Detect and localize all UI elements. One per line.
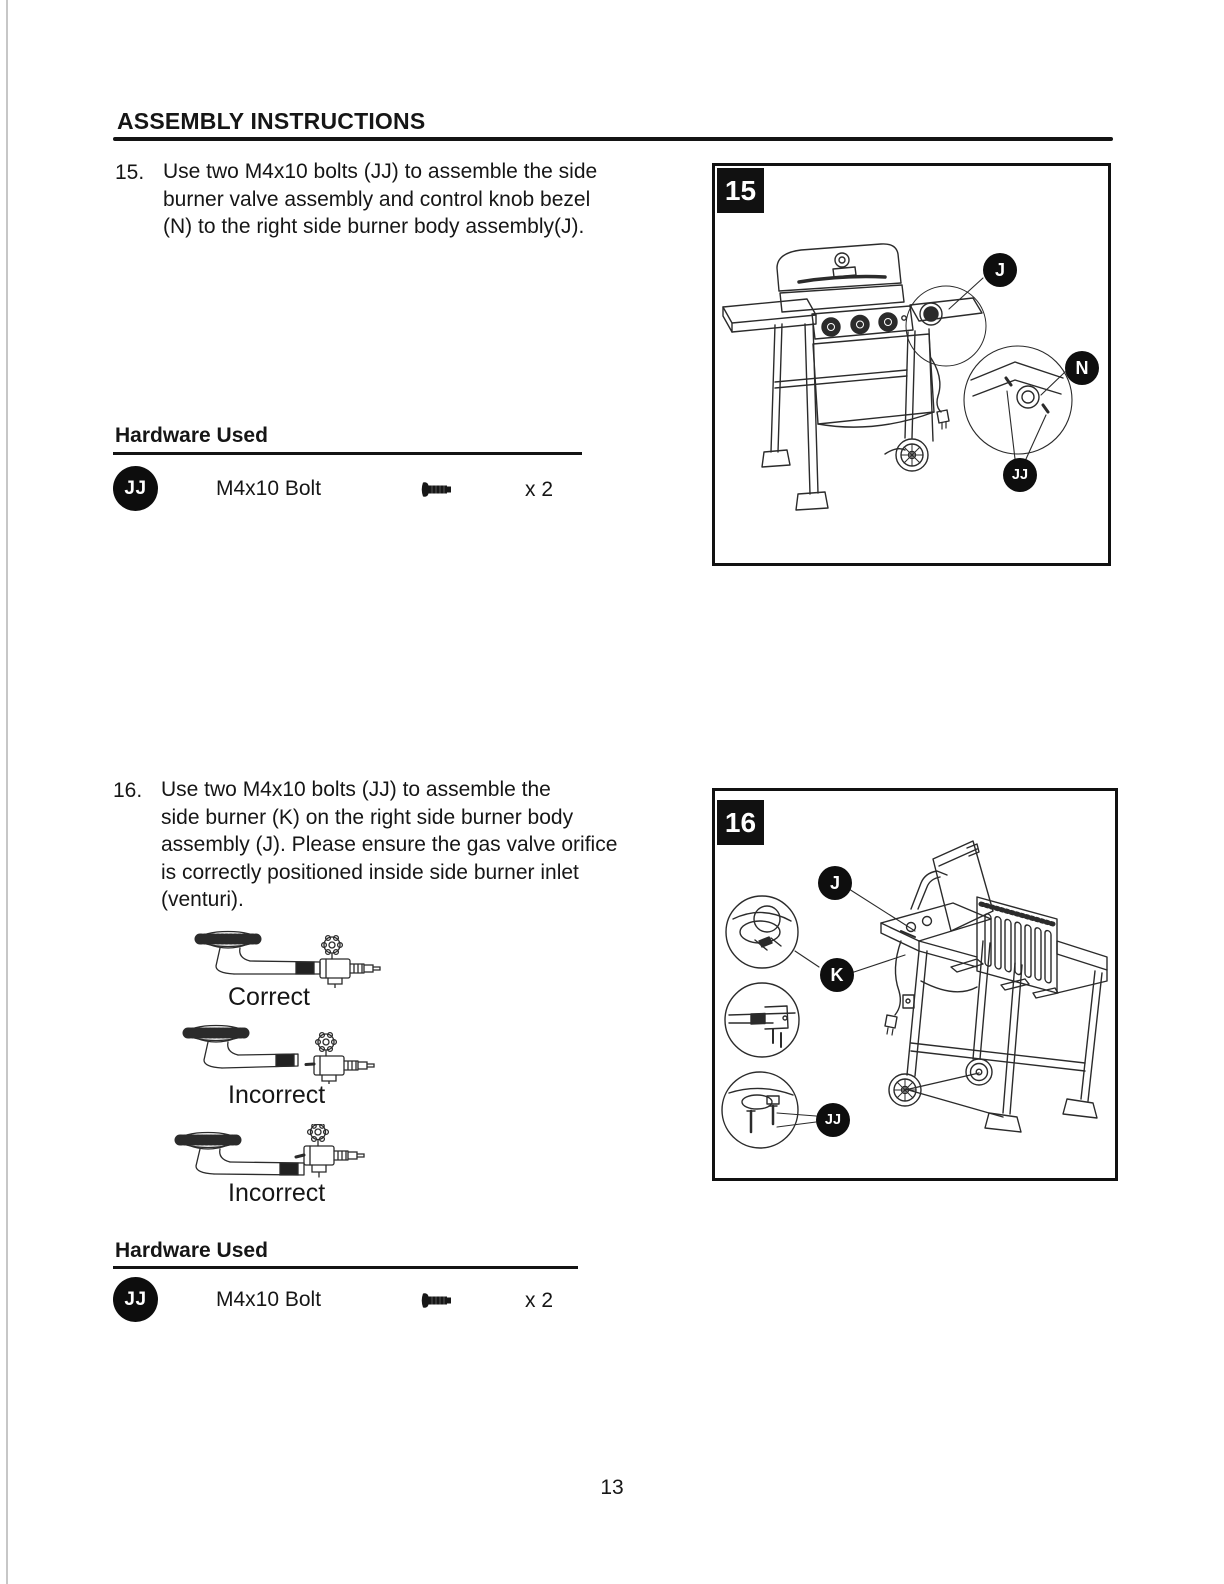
burner-diagram-correct — [192, 928, 382, 988]
hardware-rule-1 — [113, 452, 582, 455]
hardware-rule-2 — [113, 1266, 578, 1269]
callout-jj: JJ — [1003, 458, 1037, 492]
callout-jj: JJ — [816, 1103, 850, 1137]
figure-16 — [712, 788, 1118, 1181]
burner-diagram-incorrect-1 — [180, 1022, 380, 1084]
step-16-text — [161, 776, 617, 914]
step-text-line: is correctly positioned inside side burner inlet — [161, 860, 579, 884]
callout-j: J — [818, 866, 852, 900]
step-text-line: Use two M4x10 bolts (JJ) to assemble the side — [163, 160, 598, 183]
scan-artifact-line — [6, 0, 8, 1584]
hardware-title-2: Hardware Used — [115, 1239, 268, 1262]
hardware-item-name: M4x10 Bolt — [216, 477, 322, 500]
grill-diagram-15 — [715, 166, 1102, 557]
step-text-line: Use two M4x10 bolts (JJ) to assemble the — [161, 778, 551, 801]
hardware-badge-jj: JJ — [113, 1277, 158, 1322]
callout-k: K — [820, 958, 854, 992]
diagram-label-incorrect-1: Incorrect — [228, 1081, 326, 1109]
hardware-title-1: Hardware Used — [115, 424, 268, 447]
diagram-label-incorrect-2: Incorrect — [228, 1179, 326, 1207]
hardware-item-qty: x 2 — [525, 478, 554, 501]
step-text-line: burner valve assembly and control knob bezel — [163, 187, 591, 211]
grill-diagram-16 — [715, 791, 1109, 1172]
figure-15 — [712, 163, 1111, 566]
diagram-label-correct: Correct — [228, 983, 310, 1011]
callout-j: J — [983, 253, 1017, 287]
bolt-icon — [420, 1291, 458, 1310]
figure-16-label: 16 — [717, 800, 764, 845]
step-16-number: 16. — [113, 779, 143, 802]
page-title: ASSEMBLY INSTRUCTIONS — [117, 108, 426, 134]
hardware-item-qty: x 2 — [525, 1289, 554, 1312]
step-15-number: 15. — [115, 161, 145, 184]
step-text-line: (venturi). — [161, 888, 244, 911]
step-text-line: side burner (K) on the right side burner body — [161, 805, 574, 829]
step-text-line: (N) to the right side burner body assembly(J). — [163, 215, 585, 238]
step-15-text — [163, 158, 597, 241]
figure-15-label: 15 — [717, 168, 764, 213]
header-rule — [113, 137, 1113, 141]
hardware-badge-jj: JJ — [113, 466, 158, 511]
step-text-line: assembly (J). Please ensure the gas valve orifice — [161, 833, 618, 856]
burner-diagram-incorrect-2 — [172, 1124, 372, 1186]
page-number: 13 — [600, 1476, 624, 1499]
callout-n: N — [1065, 351, 1099, 385]
bolt-icon — [420, 480, 458, 499]
hardware-item-name: M4x10 Bolt — [216, 1288, 322, 1311]
